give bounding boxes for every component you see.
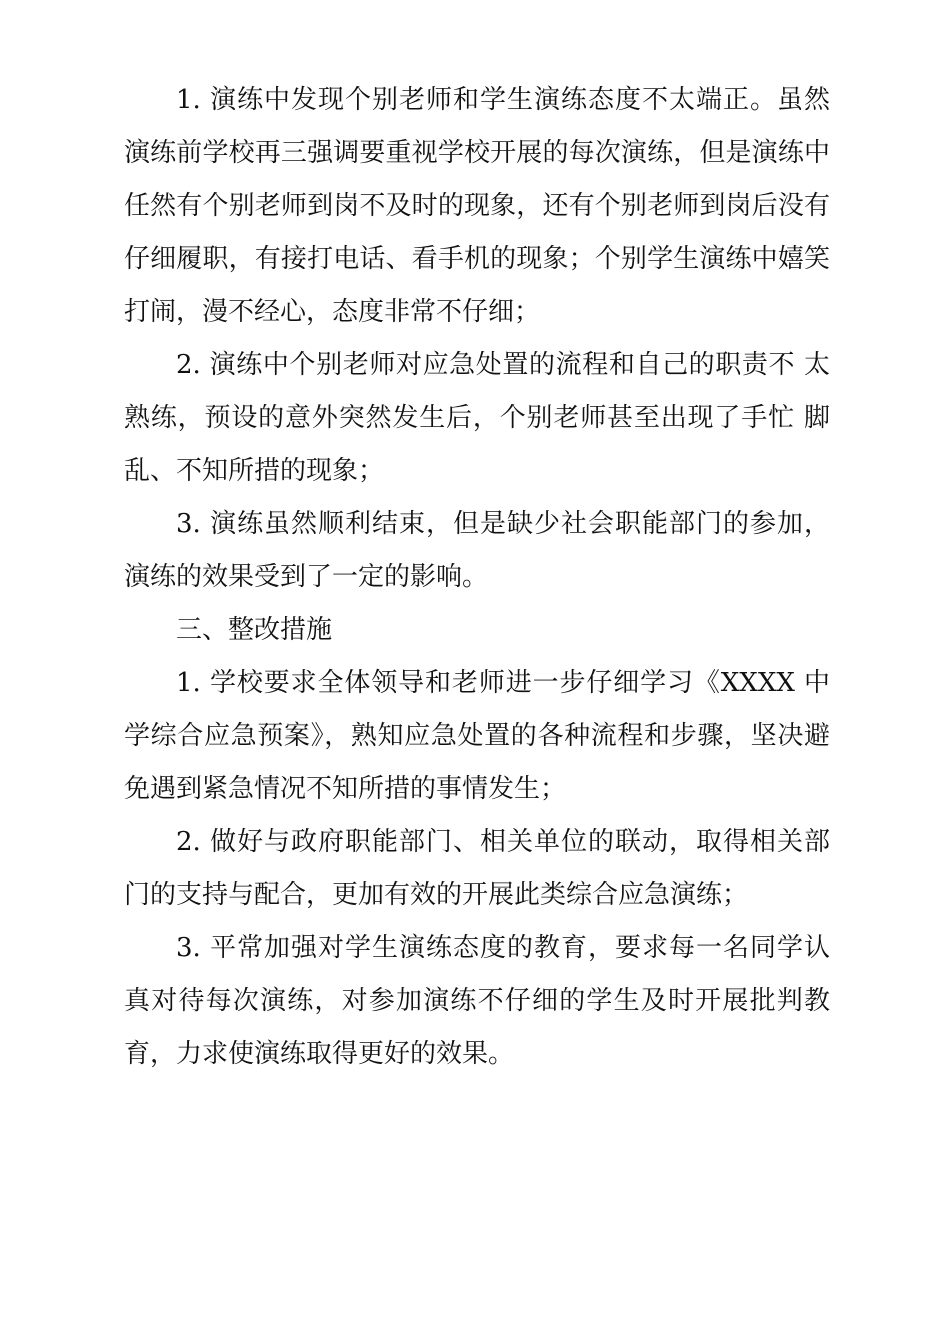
measure-paragraph-3: 3. 平常加强对学生演练态度的教育，要求每一名同学认真对待每次演练，对参加演练不仔细的学生及时开展批判教育，力求使演练取得更好的效果。 <box>124 933 830 1069</box>
section-heading: 三、整改措施 <box>176 615 333 645</box>
document-body <box>124 74 830 1081</box>
problem-paragraph-2: 2. 演练中个别老师对应急处置的流程和自己的职责不 太熟练，预设的意外突然发生后，个别老师甚至出现了手忙 脚乱、不知所措的现象； <box>124 350 830 486</box>
measure-paragraph-2: 2. 做好与政府职能部门、相关单位的联动，取得相关部门的支持与配合，更加有效的开展此类综合应急演练； <box>124 827 830 910</box>
problem-paragraph-3: 3. 演练虽然顺利结束，但是缺少社会职能部门的参加，演练的效果受到了一定的影响。 <box>124 509 830 592</box>
measure-paragraph-1: 1. 学校要求全体领导和老师进一步仔细学习《XXXX 中学综合应急预案》，熟知应急处置的各种流程和步骤，坚决避免遇到紧急情况不知所措的事情发生； <box>124 668 830 804</box>
problem-paragraph-1: 1. 演练中发现个别老师和学生演练态度不太端正。虽然演练前学校再三强调要重视学校开展的每次演练，但是演练中任然有个别老师到岗不及时的现象，还有个别老师到岗后没有仔细履职，有接打电话、看手机的现象；个别学生演练中嬉笑打闹，漫不经心，态度非常不仔细； <box>124 85 830 327</box>
